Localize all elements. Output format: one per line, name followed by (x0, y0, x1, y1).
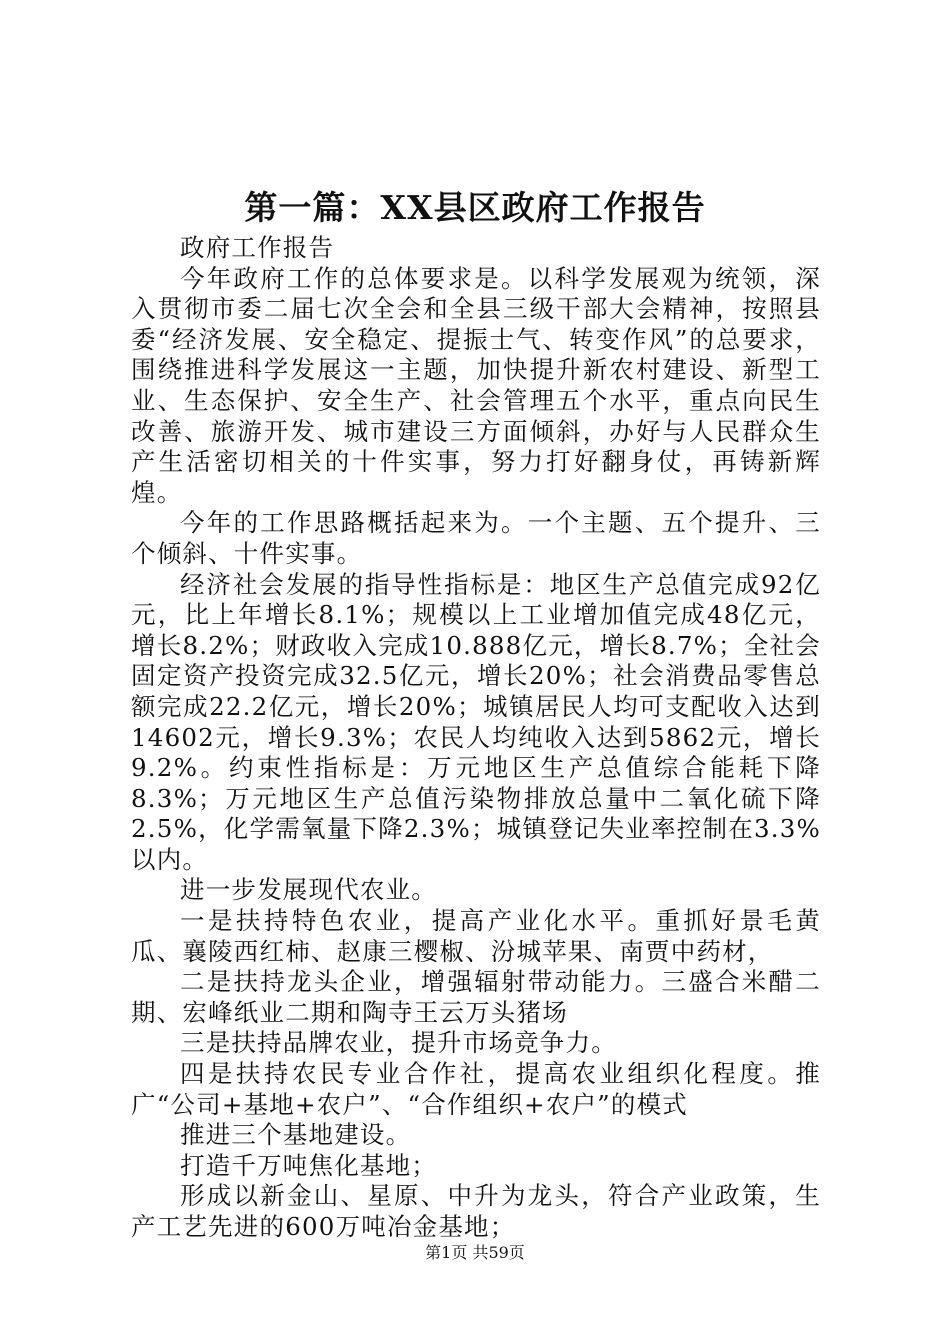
document-title: 第一篇：XX县区政府工作报告 (244, 188, 706, 227)
page-number-footer: 第1页 共59页 (425, 1243, 525, 1262)
paragraph: 二是扶持龙头企业，增强辐射带动能力。三盛合米醋二期、宏峰纸业二期和陶寺王云万头猪场 (131, 967, 821, 1027)
paragraph: 推进三个基地建设。 (180, 1120, 412, 1150)
paragraph: 形成以新金山、星原、中升为龙头，符合产业政策，生产工艺先进的600万吨冶金基地； (131, 1181, 821, 1241)
paragraph: 打造千万吨焦化基地； (180, 1150, 437, 1180)
paragraph: 进一步发展现代农业。 (180, 875, 437, 905)
paragraph: 三是扶持品牌农业，提升市场竞争力。 (180, 1028, 617, 1058)
paragraph: 今年政府工作的总体要求是。以科学发展观为统领，深入贯彻市委二届七次全会和全县三级干部大会精神，按照县委“经济发展、安全稳定、提振士气、转变作风”的总要求，围绕推进科学发展这一主题，加快提升新农村建设、新型工业、生态保护、安全生产、社会管理五个水平，重点向民生改善、旅游开发、城市建设三方面倾斜，办好与人民群众生产生活密切相关的十件实事，努力打好翻身仗，再铸新辉煌。 (131, 263, 821, 507)
paragraph: 四是扶持农民专业合作社，提高农业组织化程度。推广“公司+基地+农户”、“合作组织+农户”的模式 (131, 1059, 821, 1119)
paragraph: 一是扶持特色农业，提高产业化水平。重抓好景毛黄瓜、襄陵西红柿、赵康三樱椒、汾城苹果、南贾中药材， (131, 906, 821, 966)
paragraph: 政府工作报告 (180, 233, 335, 262)
paragraph: 今年的工作思路概括起来为。一个主题、五个提升、三个倾斜、十件实事。 (131, 508, 821, 568)
document-body (131, 233, 821, 1243)
paragraph: 经济社会发展的指导性指标是：地区生产总值完成92亿元，比上年增长8.1%；规模以上工业增加值完成48亿元，增长8.2%；财政收入完成10.888亿元，增长8.7%；全社会固定资产投资完成32.5亿元，增长20%；社会消费品零售总额完成22.2亿元，增长20%；城镇居民人均可支配收入达到14602元，增长9.3%；农民人均纯收入达到5862元，增长9.2%。约束性指标是：万元地区生产总值综合能耗下降8.3%；万元地区生产总值污染物排放总量中二氧化硫下降2.5%，化学需氧量下降2.3%；城镇登记失业率控制在3.3%以内。 (131, 569, 821, 874)
